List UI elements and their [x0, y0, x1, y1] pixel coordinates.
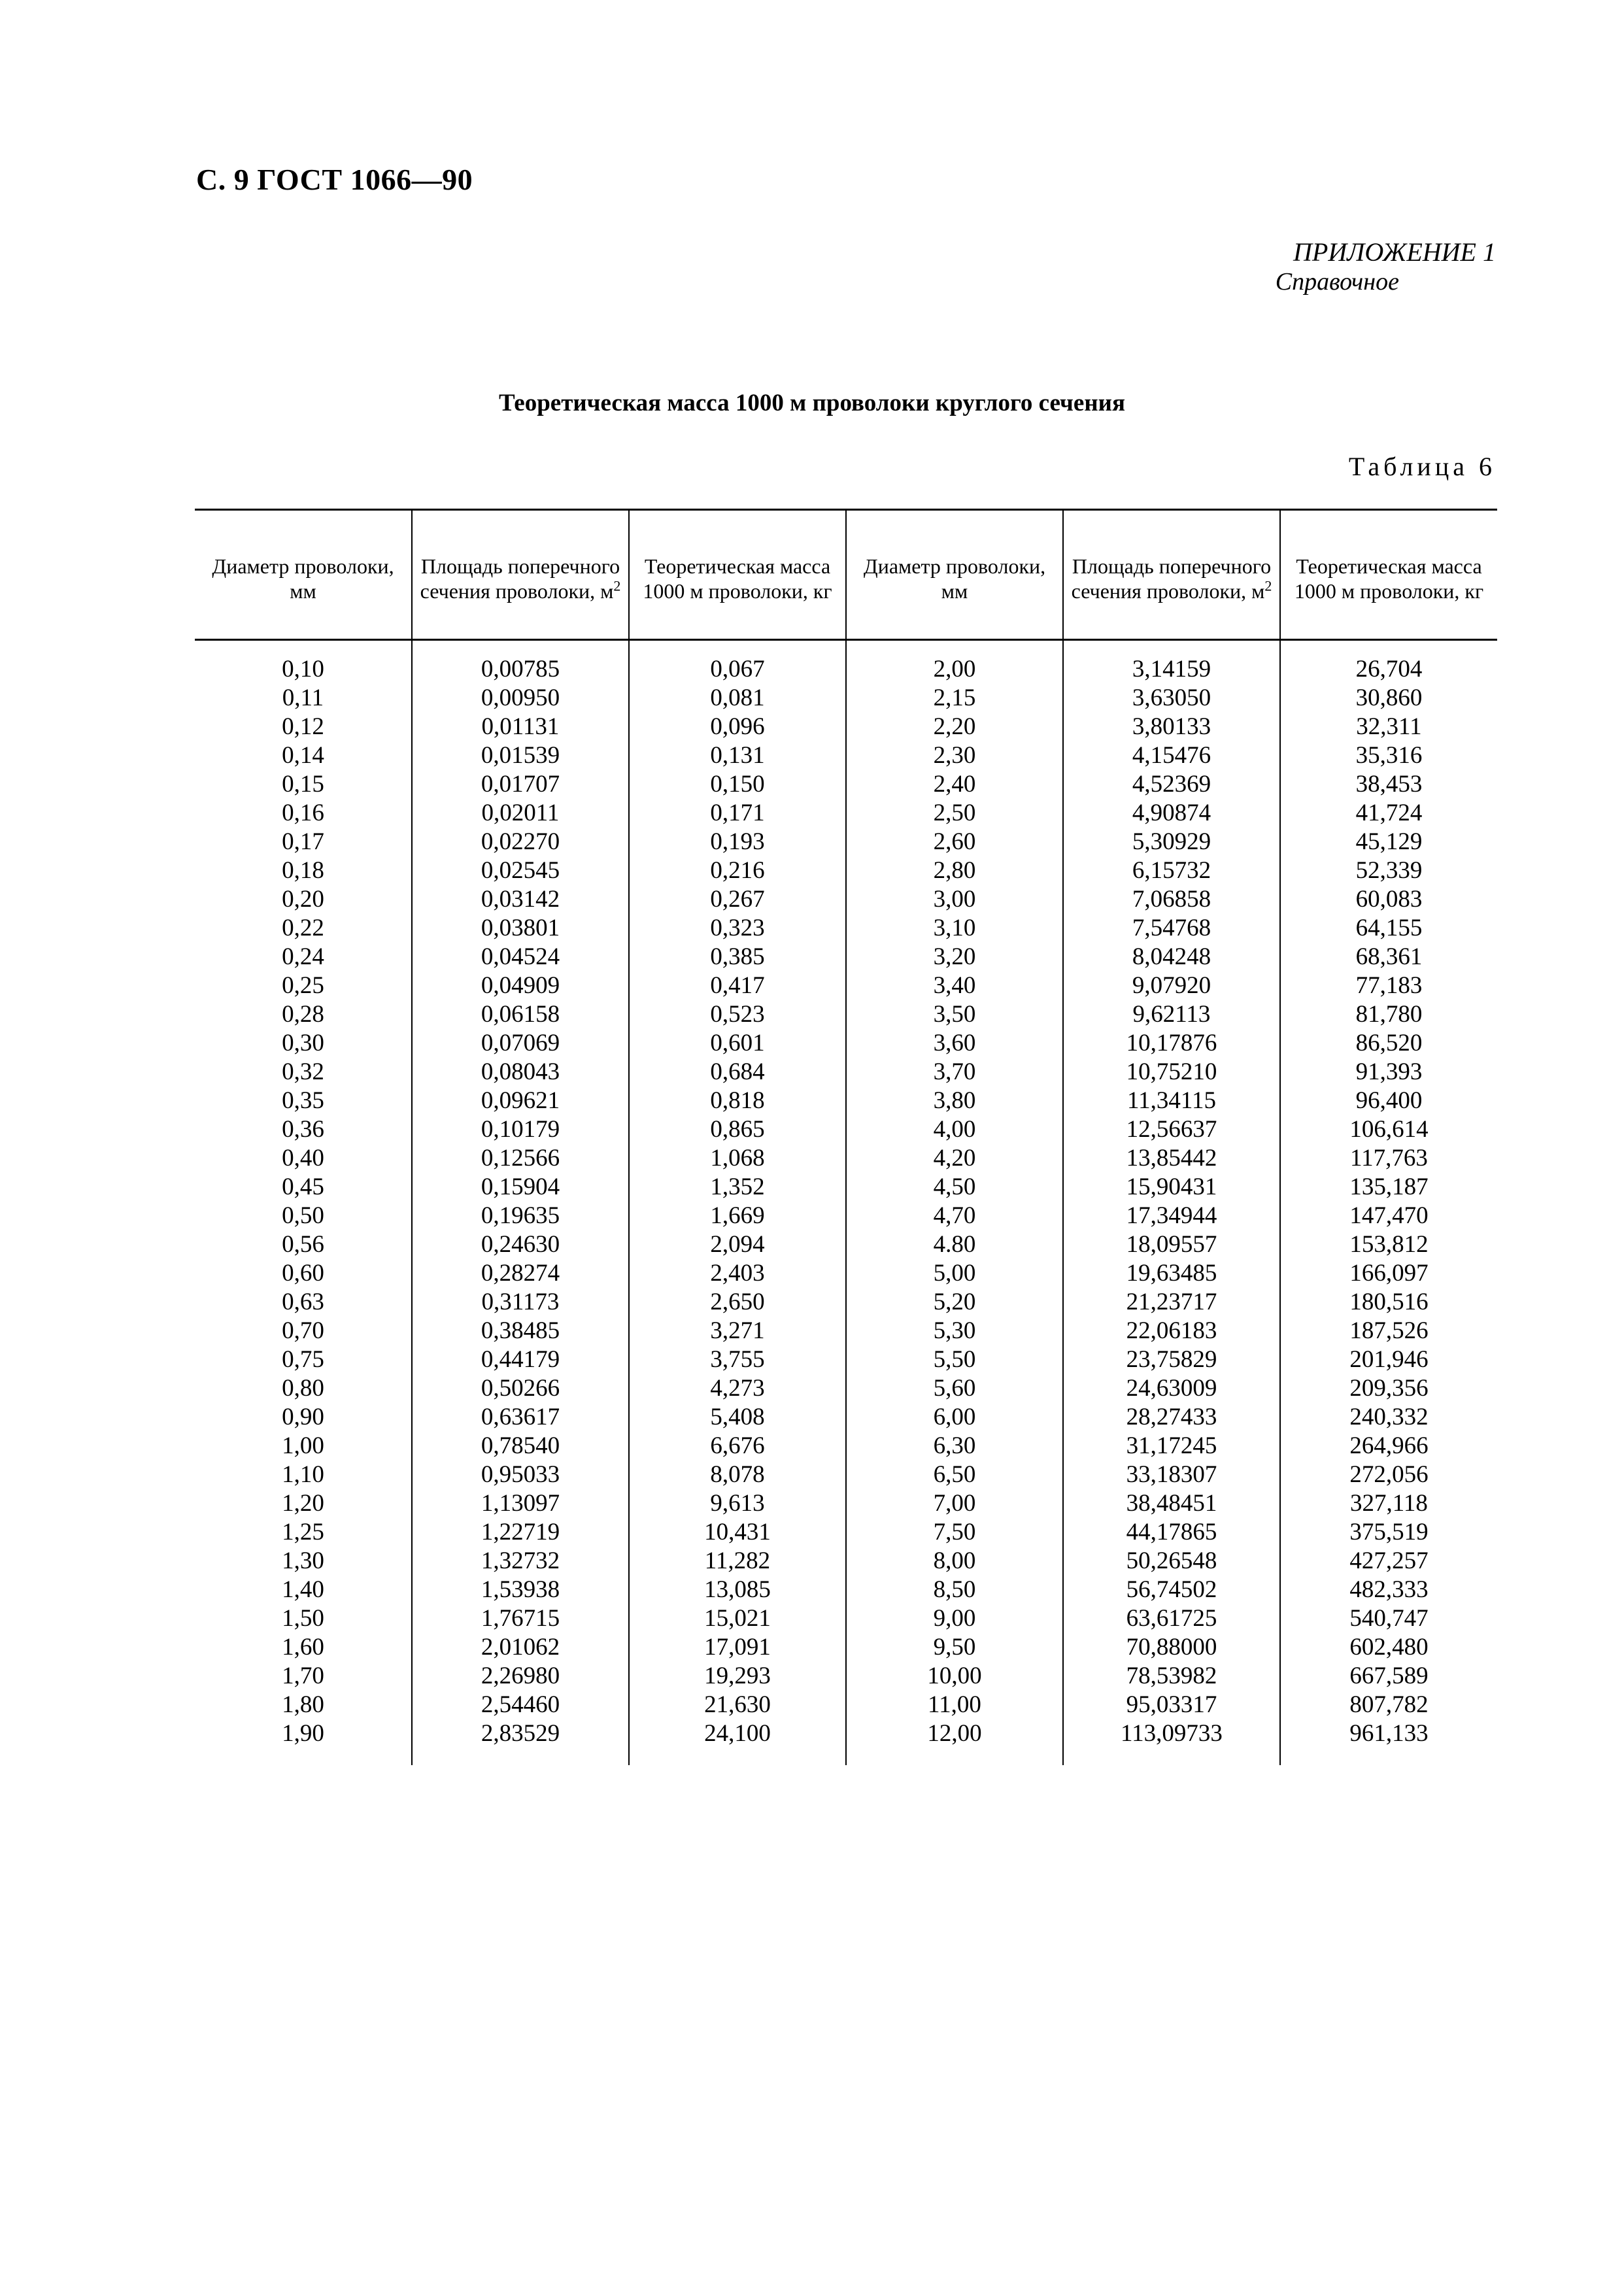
cell-mass: 2,403	[629, 1259, 846, 1288]
cell-mass: 1,669	[629, 1202, 846, 1230]
cell-diameter: 7,50	[846, 1518, 1063, 1547]
cell-area: 2,01062	[412, 1633, 629, 1662]
cell-area: 1,76715	[412, 1604, 629, 1633]
cell-mass: 64,155	[1280, 914, 1497, 943]
cell-diameter: 6,00	[846, 1403, 1063, 1432]
table-row	[195, 1000, 1497, 1029]
cell-mass: 0,216	[629, 856, 846, 885]
cell-mass: 187,526	[1280, 1317, 1497, 1345]
cell-diameter: 0,12	[282, 713, 324, 740]
cell-area: 4,52369	[1063, 770, 1280, 799]
cell-area: 0,00785	[412, 640, 629, 684]
cell-diameter: 1,80	[282, 1691, 324, 1718]
cell-area: 4,15476	[1063, 741, 1280, 770]
cell-diameter: 8,50	[846, 1576, 1063, 1604]
cell-area: 56,74502	[1063, 1576, 1280, 1604]
cell-diameter: 2,50	[846, 799, 1063, 828]
cell-diameter: 3,60	[846, 1029, 1063, 1058]
cell-diameter: 1,50	[282, 1605, 324, 1632]
cell-area: 15,90431	[1063, 1173, 1280, 1202]
cell-area: 0,28274	[412, 1259, 629, 1288]
cell-diameter: 2,20	[846, 713, 1063, 741]
cell-diameter: 0,24	[282, 943, 324, 970]
cell-diameter: 6,30	[846, 1432, 1063, 1460]
cell-area: 50,26548	[1063, 1547, 1280, 1576]
cell-diameter: 1,60	[282, 1634, 324, 1661]
cell-diameter: 7,00	[846, 1489, 1063, 1518]
cell-mass: 41,724	[1280, 799, 1497, 828]
cell-diameter: 11,00	[846, 1691, 1063, 1719]
cell-area: 4,90874	[1063, 799, 1280, 828]
cell-area: 0,44179	[412, 1345, 629, 1374]
cell-diameter: 1,30	[282, 1547, 324, 1574]
table-row	[195, 713, 1497, 741]
cell-area: 7,06858	[1063, 885, 1280, 914]
table-row	[195, 1576, 1497, 1604]
cell-area: 24,63009	[1063, 1374, 1280, 1403]
cell-diameter: 0,70	[282, 1317, 324, 1344]
cell-area: 10,17876	[1063, 1029, 1280, 1058]
cell-mass: 0,865	[629, 1115, 846, 1144]
cell-mass: 81,780	[1280, 1000, 1497, 1029]
cell-mass: 0,818	[629, 1087, 846, 1115]
cell-area: 0,15904	[412, 1173, 629, 1202]
cell-mass: 0,096	[629, 713, 846, 741]
cell-diameter: 10,00	[846, 1662, 1063, 1691]
cell-mass: 209,356	[1280, 1374, 1497, 1403]
table-row	[195, 1604, 1497, 1633]
appendix-subtitle: Справочное	[1275, 268, 1399, 295]
table-row	[195, 1547, 1497, 1576]
cell-diameter: 0,50	[282, 1202, 324, 1229]
cell-mass: 35,316	[1280, 741, 1497, 770]
cell-mass: 17,091	[629, 1633, 846, 1662]
cell-area: 12,56637	[1063, 1115, 1280, 1144]
cell-diameter: 0,40	[282, 1145, 324, 1172]
cell-mass: 24,100	[629, 1719, 846, 1765]
cell-area: 95,03317	[1063, 1691, 1280, 1719]
cell-area: 1,22719	[412, 1518, 629, 1547]
cell-diameter: 3,20	[846, 943, 1063, 971]
cell-mass: 667,589	[1280, 1662, 1497, 1691]
cell-diameter: 4,20	[846, 1144, 1063, 1173]
appendix-block	[1104, 237, 1496, 296]
wire-mass-table	[195, 509, 1497, 1765]
header-mass-left: Теоретическая масса 1000 м проволоки, кг	[629, 510, 846, 640]
cell-diameter: 2,40	[846, 770, 1063, 799]
cell-diameter: 0,30	[282, 1030, 324, 1056]
cell-mass: 272,056	[1280, 1460, 1497, 1489]
cell-area: 0,63617	[412, 1403, 629, 1432]
cell-area: 113,09733	[1063, 1719, 1280, 1765]
cell-mass: 68,361	[1280, 943, 1497, 971]
cell-mass: 1,068	[629, 1144, 846, 1173]
cell-diameter: 0,35	[282, 1087, 324, 1114]
cell-area: 1,32732	[412, 1547, 629, 1576]
cell-mass: 0,067	[629, 640, 846, 684]
cell-diameter: 1,00	[282, 1432, 324, 1459]
cell-area: 23,75829	[1063, 1345, 1280, 1374]
table-row	[195, 1719, 1497, 1765]
table-row	[195, 770, 1497, 799]
cell-diameter: 0,10	[282, 656, 324, 683]
table-row	[195, 1432, 1497, 1460]
cell-mass: 3,755	[629, 1345, 846, 1374]
table-row	[195, 1662, 1497, 1691]
cell-mass: 147,470	[1280, 1202, 1497, 1230]
cell-mass: 375,519	[1280, 1518, 1497, 1547]
cell-mass: 32,311	[1280, 713, 1497, 741]
cell-mass: 6,676	[629, 1432, 846, 1460]
table-row	[195, 971, 1497, 1000]
cell-diameter: 0,60	[282, 1260, 324, 1287]
cell-area: 10,75210	[1063, 1058, 1280, 1087]
table-row	[195, 1518, 1497, 1547]
cell-area: 21,23717	[1063, 1288, 1280, 1317]
cell-diameter: 1,20	[282, 1490, 324, 1517]
table-body	[195, 640, 1497, 1766]
table-row	[195, 1288, 1497, 1317]
cell-diameter: 0,16	[282, 800, 324, 826]
cell-area: 63,61725	[1063, 1604, 1280, 1633]
cell-mass: 0,385	[629, 943, 846, 971]
cell-area: 9,62113	[1063, 1000, 1280, 1029]
cell-diameter: 0,36	[282, 1116, 324, 1143]
cell-diameter: 0,14	[282, 742, 324, 769]
cell-area: 0,95033	[412, 1460, 629, 1489]
cell-mass: 166,097	[1280, 1259, 1497, 1288]
cell-diameter: 0,45	[282, 1173, 324, 1200]
cell-area: 1,13097	[412, 1489, 629, 1518]
cell-mass: 0,417	[629, 971, 846, 1000]
header-area-right: Площадь поперечного сечения проволоки, $м^2$	[1063, 510, 1280, 640]
cell-mass: 807,782	[1280, 1691, 1497, 1719]
cell-diameter: 0,90	[282, 1404, 324, 1430]
cell-mass: 0,684	[629, 1058, 846, 1087]
cell-mass: 602,480	[1280, 1633, 1497, 1662]
cell-mass: 13,085	[629, 1576, 846, 1604]
cell-mass: 0,267	[629, 885, 846, 914]
cell-mass: 8,078	[629, 1460, 846, 1489]
header-diameter-left: Диаметр проволоки, мм	[195, 510, 412, 640]
table-row	[195, 885, 1497, 914]
cell-mass: 201,946	[1280, 1345, 1497, 1374]
cell-mass: 327,118	[1280, 1489, 1497, 1518]
cell-area: 0,10179	[412, 1115, 629, 1144]
cell-area: 0,24630	[412, 1230, 629, 1259]
table-row	[195, 1489, 1497, 1518]
cell-mass: 11,282	[629, 1547, 846, 1576]
cell-mass: 135,187	[1280, 1173, 1497, 1202]
table-row	[195, 1173, 1497, 1202]
cell-diameter: 3,00	[846, 885, 1063, 914]
cell-diameter: 0,18	[282, 857, 324, 884]
table-row	[195, 684, 1497, 713]
cell-mass: 240,332	[1280, 1403, 1497, 1432]
table-row	[195, 1144, 1497, 1173]
cell-diameter: 4,50	[846, 1173, 1063, 1202]
table-row	[195, 914, 1497, 943]
cell-mass: 30,860	[1280, 684, 1497, 713]
cell-mass: 19,293	[629, 1662, 846, 1691]
cell-area: 3,63050	[1063, 684, 1280, 713]
table-row	[195, 1259, 1497, 1288]
table-header-row	[195, 510, 1497, 640]
cell-area: 70,88000	[1063, 1633, 1280, 1662]
cell-area: 0,78540	[412, 1432, 629, 1460]
cell-area: 11,34115	[1063, 1087, 1280, 1115]
cell-area: 33,18307	[1063, 1460, 1280, 1489]
cell-mass: 45,129	[1280, 828, 1497, 856]
cell-diameter: 1,90	[282, 1720, 324, 1747]
cell-mass: 2,650	[629, 1288, 846, 1317]
cell-diameter: 6,50	[846, 1460, 1063, 1489]
table-row	[195, 1087, 1497, 1115]
cell-mass: 427,257	[1280, 1547, 1497, 1576]
cell-diameter: 3,40	[846, 971, 1063, 1000]
cell-area: 0,03142	[412, 885, 629, 914]
cell-diameter: 5,30	[846, 1317, 1063, 1345]
cell-area: 3,80133	[1063, 713, 1280, 741]
cell-diameter: 0,20	[282, 886, 324, 913]
cell-diameter: 4,70	[846, 1202, 1063, 1230]
table-row	[195, 1317, 1497, 1345]
cell-diameter: 2,15	[846, 684, 1063, 713]
cell-area: 2,26980	[412, 1662, 629, 1691]
table-row	[195, 856, 1497, 885]
cell-diameter: 9,50	[846, 1633, 1063, 1662]
cell-diameter: 3,70	[846, 1058, 1063, 1087]
cell-mass: 4,273	[629, 1374, 846, 1403]
cell-area: 0,04909	[412, 971, 629, 1000]
appendix-title: ПРИЛОЖЕНИЕ 1	[1293, 237, 1496, 267]
cell-diameter: 0,56	[282, 1231, 324, 1258]
table-row	[195, 1403, 1497, 1432]
cell-diameter: 0,17	[282, 828, 324, 855]
cell-diameter: 0,15	[282, 771, 324, 798]
cell-area: 8,04248	[1063, 943, 1280, 971]
cell-diameter: 9,00	[846, 1604, 1063, 1633]
cell-diameter: 1,40	[282, 1576, 324, 1603]
cell-area: 6,15732	[1063, 856, 1280, 885]
cell-diameter: 8,00	[846, 1547, 1063, 1576]
cell-diameter: 5,50	[846, 1345, 1063, 1374]
cell-area: 0,31173	[412, 1288, 629, 1317]
cell-mass: 96,400	[1280, 1087, 1497, 1115]
cell-area: 0,09621	[412, 1087, 629, 1115]
cell-mass: 15,021	[629, 1604, 846, 1633]
table-row	[195, 1691, 1497, 1719]
cell-area: 7,54768	[1063, 914, 1280, 943]
cell-area: 31,17245	[1063, 1432, 1280, 1460]
cell-mass: 153,812	[1280, 1230, 1497, 1259]
cell-mass: 91,393	[1280, 1058, 1497, 1087]
cell-mass: 117,763	[1280, 1144, 1497, 1173]
cell-diameter: 2,80	[846, 856, 1063, 885]
cell-area: 0,02011	[412, 799, 629, 828]
table-row	[195, 1230, 1497, 1259]
cell-mass: 10,431	[629, 1518, 846, 1547]
cell-area: 22,06183	[1063, 1317, 1280, 1345]
cell-area: 78,53982	[1063, 1662, 1280, 1691]
cell-area: 19,63485	[1063, 1259, 1280, 1288]
cell-diameter: 1,10	[282, 1461, 324, 1488]
cell-mass: 77,183	[1280, 971, 1497, 1000]
cell-mass: 9,613	[629, 1489, 846, 1518]
table-caption: Теоретическая масса 1000 м проволоки круглого сечения	[499, 390, 1125, 416]
cell-diameter: 0,25	[282, 972, 324, 999]
cell-diameter: 3,80	[846, 1087, 1063, 1115]
cell-area: 38,48451	[1063, 1489, 1280, 1518]
cell-diameter: 12,00	[846, 1719, 1063, 1765]
cell-mass: 0,323	[629, 914, 846, 943]
table-row	[195, 1058, 1497, 1087]
cell-area: 18,09557	[1063, 1230, 1280, 1259]
cell-mass: 961,133	[1280, 1719, 1497, 1765]
cell-area: 17,34944	[1063, 1202, 1280, 1230]
table-row	[195, 1633, 1497, 1662]
cell-area: 3,14159	[1063, 640, 1280, 684]
cell-mass: 0,601	[629, 1029, 846, 1058]
cell-area: 0,06158	[412, 1000, 629, 1029]
cell-diameter: 1,25	[282, 1519, 324, 1545]
cell-mass: 0,081	[629, 684, 846, 713]
cell-mass: 106,614	[1280, 1115, 1497, 1144]
cell-area: 0,07069	[412, 1029, 629, 1058]
page-header: С. 9 ГОСТ 1066—90	[196, 163, 473, 196]
cell-mass: 180,516	[1280, 1288, 1497, 1317]
cell-mass: 264,966	[1280, 1432, 1497, 1460]
cell-area: 44,17865	[1063, 1518, 1280, 1547]
table-row	[195, 640, 1497, 684]
cell-area: 28,27433	[1063, 1403, 1280, 1432]
cell-mass: 0,523	[629, 1000, 846, 1029]
cell-diameter: 2,30	[846, 741, 1063, 770]
cell-area: 0,19635	[412, 1202, 629, 1230]
cell-mass: 2,094	[629, 1230, 846, 1259]
cell-area: 0,01707	[412, 770, 629, 799]
cell-diameter: 3,50	[846, 1000, 1063, 1029]
cell-diameter: 4.80	[846, 1230, 1063, 1259]
cell-area: 0,01539	[412, 741, 629, 770]
cell-diameter: 0,28	[282, 1001, 324, 1028]
cell-area: 0,01131	[412, 713, 629, 741]
cell-mass: 0,131	[629, 741, 846, 770]
cell-diameter: 0,75	[282, 1346, 324, 1373]
cell-area: 0,12566	[412, 1144, 629, 1173]
table-row	[195, 741, 1497, 770]
table-row	[195, 1202, 1497, 1230]
header-area-left: Площадь поперечного сечения проволоки, $м^2$	[412, 510, 629, 640]
cell-area: 0,03801	[412, 914, 629, 943]
cell-mass: 3,271	[629, 1317, 846, 1345]
cell-diameter: 4,00	[846, 1115, 1063, 1144]
cell-diameter: 0,80	[282, 1375, 324, 1402]
table-row	[195, 828, 1497, 856]
table-row	[195, 1460, 1497, 1489]
cell-mass: 540,747	[1280, 1604, 1497, 1633]
cell-mass: 21,630	[629, 1691, 846, 1719]
cell-diameter: 5,00	[846, 1259, 1063, 1288]
cell-mass: 60,083	[1280, 885, 1497, 914]
cell-diameter: 1,70	[282, 1663, 324, 1689]
cell-area: 5,30929	[1063, 828, 1280, 856]
cell-area: 0,50266	[412, 1374, 629, 1403]
table-row	[195, 1345, 1497, 1374]
cell-area: 0,02545	[412, 856, 629, 885]
cell-mass: 86,520	[1280, 1029, 1497, 1058]
cell-diameter: 0,63	[282, 1289, 324, 1315]
cell-area: 0,00950	[412, 684, 629, 713]
cell-area: 0,08043	[412, 1058, 629, 1087]
table-row	[195, 943, 1497, 971]
table-row	[195, 1374, 1497, 1403]
cell-area: 2,83529	[412, 1719, 629, 1765]
cell-diameter: 2,60	[846, 828, 1063, 856]
cell-diameter: 3,10	[846, 914, 1063, 943]
cell-mass: 0,150	[629, 770, 846, 799]
cell-area: 2,54460	[412, 1691, 629, 1719]
table-number: Таблица 6	[1348, 452, 1496, 481]
cell-diameter: 2,00	[846, 640, 1063, 684]
cell-mass: 0,193	[629, 828, 846, 856]
cell-mass: 1,352	[629, 1173, 846, 1202]
cell-mass: 38,453	[1280, 770, 1497, 799]
cell-area: 9,07920	[1063, 971, 1280, 1000]
cell-mass: 52,339	[1280, 856, 1497, 885]
cell-area: 0,38485	[412, 1317, 629, 1345]
cell-mass: 5,408	[629, 1403, 846, 1432]
cell-diameter: 0,22	[282, 915, 324, 941]
table-row	[195, 1029, 1497, 1058]
cell-area: 1,53938	[412, 1576, 629, 1604]
cell-diameter: 5,60	[846, 1374, 1063, 1403]
cell-area: 13,85442	[1063, 1144, 1280, 1173]
cell-mass: 0,171	[629, 799, 846, 828]
cell-diameter: 0,11	[282, 684, 324, 711]
cell-mass: 482,333	[1280, 1576, 1497, 1604]
cell-mass: 26,704	[1280, 640, 1497, 684]
table-row	[195, 799, 1497, 828]
cell-area: 0,02270	[412, 828, 629, 856]
header-diameter-right: Диаметр проволоки, мм	[846, 510, 1063, 640]
cell-area: 0,04524	[412, 943, 629, 971]
cell-diameter: 0,32	[282, 1058, 324, 1085]
table-row	[195, 1115, 1497, 1144]
header-mass-right: Теоретическая масса 1000 м проволоки, кг	[1280, 510, 1497, 640]
cell-diameter: 5,20	[846, 1288, 1063, 1317]
